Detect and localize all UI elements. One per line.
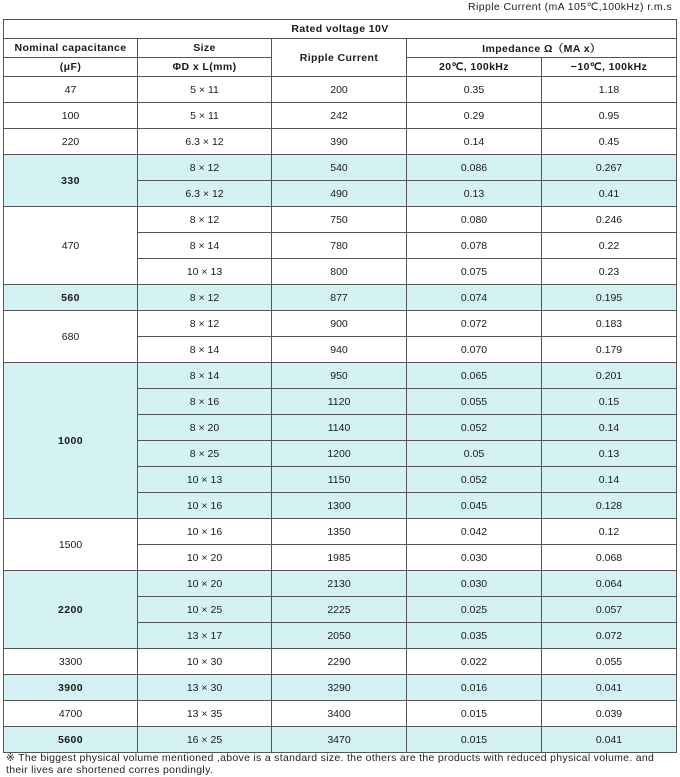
cell-impedance-20c: 0.045 [407,493,542,519]
cell-ripple-current: 3290 [272,675,407,701]
cell-impedance-minus10c: 1.18 [542,77,677,103]
cell-ripple-current: 950 [272,363,407,389]
cell-ripple-current: 877 [272,285,407,311]
cell-size: 16 × 25 [138,727,272,753]
cell-ripple-current: 1120 [272,389,407,415]
cell-capacitance: 47 [4,77,138,103]
cell-capacitance: 2200 [4,571,138,649]
cell-ripple-current: 750 [272,207,407,233]
cell-impedance-20c: 0.025 [407,597,542,623]
cell-size: 8 × 20 [138,415,272,441]
cell-impedance-20c: 0.015 [407,727,542,753]
cell-impedance-minus10c: 0.246 [542,207,677,233]
cell-size: 10 × 25 [138,597,272,623]
ripple-current-note: Ripple Current (mA 105℃,100kHz) r.m.s [468,1,672,13]
cell-impedance-20c: 0.074 [407,285,542,311]
rated-voltage-10v-table [3,19,677,753]
table-row [4,155,677,181]
cell-capacitance: 1500 [4,519,138,571]
cell-impedance-20c: 0.016 [407,675,542,701]
header-impedance: Impedance Ω（MA x） [407,39,677,58]
cell-impedance-minus10c: 0.14 [542,415,677,441]
cell-capacitance: 470 [4,207,138,285]
cell-size: 6.3 × 12 [138,129,272,155]
cell-size: 10 × 30 [138,649,272,675]
table-row [4,285,677,311]
cell-impedance-minus10c: 0.064 [542,571,677,597]
cell-ripple-current: 1150 [272,467,407,493]
header-nominal-unit: (μF) [4,58,138,77]
cell-size: 10 × 13 [138,467,272,493]
cell-capacitance: 680 [4,311,138,363]
cell-ripple-current: 2290 [272,649,407,675]
cell-size: 8 × 14 [138,363,272,389]
cell-impedance-minus10c: 0.267 [542,155,677,181]
cell-size: 5 × 11 [138,77,272,103]
table-row [4,727,677,753]
cell-impedance-20c: 0.052 [407,467,542,493]
cell-impedance-minus10c: 0.128 [542,493,677,519]
table-row [4,571,677,597]
cell-impedance-minus10c: 0.95 [542,103,677,129]
cell-size: 13 × 35 [138,701,272,727]
cell-size: 8 × 12 [138,207,272,233]
header-ripple-current: Ripple Current [272,39,407,77]
cell-impedance-minus10c: 0.183 [542,311,677,337]
cell-impedance-minus10c: 0.041 [542,675,677,701]
table-row [4,519,677,545]
footnote: ※ The biggest physical volume mentioned ,above is a standard size. the others are the products with reduced physical volume. and their lives are shortened corres pondingly. [6,752,655,776]
cell-ripple-current: 1200 [272,441,407,467]
cell-impedance-minus10c: 0.179 [542,337,677,363]
cell-size: 10 × 16 [138,493,272,519]
cell-ripple-current: 900 [272,311,407,337]
cell-impedance-20c: 0.052 [407,415,542,441]
cell-impedance-minus10c: 0.041 [542,727,677,753]
header-impedance-20c: 20℃, 100kHz [407,58,542,77]
table-row [4,311,677,337]
cell-size: 8 × 12 [138,285,272,311]
cell-size: 10 × 20 [138,545,272,571]
cell-impedance-20c: 0.075 [407,259,542,285]
cell-impedance-minus10c: 0.055 [542,649,677,675]
cell-size: 8 × 12 [138,155,272,181]
cell-impedance-20c: 0.065 [407,363,542,389]
cell-impedance-minus10c: 0.195 [542,285,677,311]
cell-impedance-minus10c: 0.12 [542,519,677,545]
cell-impedance-20c: 0.055 [407,389,542,415]
cell-capacitance: 3900 [4,675,138,701]
cell-ripple-current: 940 [272,337,407,363]
cell-ripple-current: 1140 [272,415,407,441]
cell-ripple-current: 2050 [272,623,407,649]
table-row [4,207,677,233]
cell-ripple-current: 200 [272,77,407,103]
cell-ripple-current: 490 [272,181,407,207]
cell-size: 8 × 14 [138,233,272,259]
cell-capacitance: 5600 [4,727,138,753]
cell-size: 10 × 20 [138,571,272,597]
cell-impedance-20c: 0.030 [407,571,542,597]
cell-ripple-current: 390 [272,129,407,155]
header-size: Size [138,39,272,58]
table-row [4,129,677,155]
cell-ripple-current: 800 [272,259,407,285]
cell-impedance-20c: 0.070 [407,337,542,363]
cell-capacitance: 100 [4,103,138,129]
cell-ripple-current: 780 [272,233,407,259]
cell-ripple-current: 540 [272,155,407,181]
cell-capacitance: 220 [4,129,138,155]
header-size-dimensions: ΦD x L(mm) [138,58,272,77]
cell-size: 8 × 25 [138,441,272,467]
cell-capacitance: 330 [4,155,138,207]
cell-impedance-20c: 0.035 [407,623,542,649]
cell-capacitance: 1000 [4,363,138,519]
cell-ripple-current: 3400 [272,701,407,727]
cell-impedance-20c: 0.015 [407,701,542,727]
cell-impedance-20c: 0.078 [407,233,542,259]
cell-size: 8 × 14 [138,337,272,363]
cell-size: 10 × 16 [138,519,272,545]
cell-impedance-20c: 0.072 [407,311,542,337]
cell-impedance-20c: 0.05 [407,441,542,467]
cell-size: 8 × 16 [138,389,272,415]
cell-impedance-minus10c: 0.14 [542,467,677,493]
cell-impedance-20c: 0.042 [407,519,542,545]
cell-impedance-20c: 0.13 [407,181,542,207]
cell-impedance-minus10c: 0.15 [542,389,677,415]
cell-capacitance: 3300 [4,649,138,675]
cell-ripple-current: 2225 [272,597,407,623]
cell-size: 13 × 30 [138,675,272,701]
cell-impedance-20c: 0.086 [407,155,542,181]
cell-impedance-20c: 0.022 [407,649,542,675]
table-row [4,363,677,389]
cell-size: 6.3 × 12 [138,181,272,207]
cell-impedance-20c: 0.14 [407,129,542,155]
cell-size: 8 × 12 [138,311,272,337]
cell-impedance-minus10c: 0.057 [542,597,677,623]
cell-ripple-current: 2130 [272,571,407,597]
cell-impedance-minus10c: 0.039 [542,701,677,727]
cell-impedance-20c: 0.35 [407,77,542,103]
cell-size: 13 × 17 [138,623,272,649]
cell-ripple-current: 242 [272,103,407,129]
table-row [4,675,677,701]
cell-ripple-current: 1350 [272,519,407,545]
cell-ripple-current: 1300 [272,493,407,519]
cell-size: 5 × 11 [138,103,272,129]
cell-ripple-current: 1985 [272,545,407,571]
cell-capacitance: 4700 [4,701,138,727]
cell-impedance-20c: 0.030 [407,545,542,571]
cell-impedance-minus10c: 0.41 [542,181,677,207]
cell-impedance-minus10c: 0.201 [542,363,677,389]
cell-impedance-20c: 0.080 [407,207,542,233]
cell-impedance-20c: 0.29 [407,103,542,129]
table-title: Rated voltage 10V [4,20,677,39]
cell-impedance-minus10c: 0.23 [542,259,677,285]
table-row [4,701,677,727]
cell-impedance-minus10c: 0.068 [542,545,677,571]
cell-capacitance: 560 [4,285,138,311]
cell-impedance-minus10c: 0.22 [542,233,677,259]
cell-impedance-minus10c: 0.13 [542,441,677,467]
table-row [4,103,677,129]
cell-ripple-current: 3470 [272,727,407,753]
header-impedance-minus10c: −10℃, 100kHz [542,58,677,77]
cell-size: 10 × 13 [138,259,272,285]
cell-impedance-minus10c: 0.45 [542,129,677,155]
cell-impedance-minus10c: 0.072 [542,623,677,649]
table-row [4,649,677,675]
header-nominal-capacitance: Nominal capacitance [4,39,138,58]
table-row [4,77,677,103]
table-body [4,77,677,753]
